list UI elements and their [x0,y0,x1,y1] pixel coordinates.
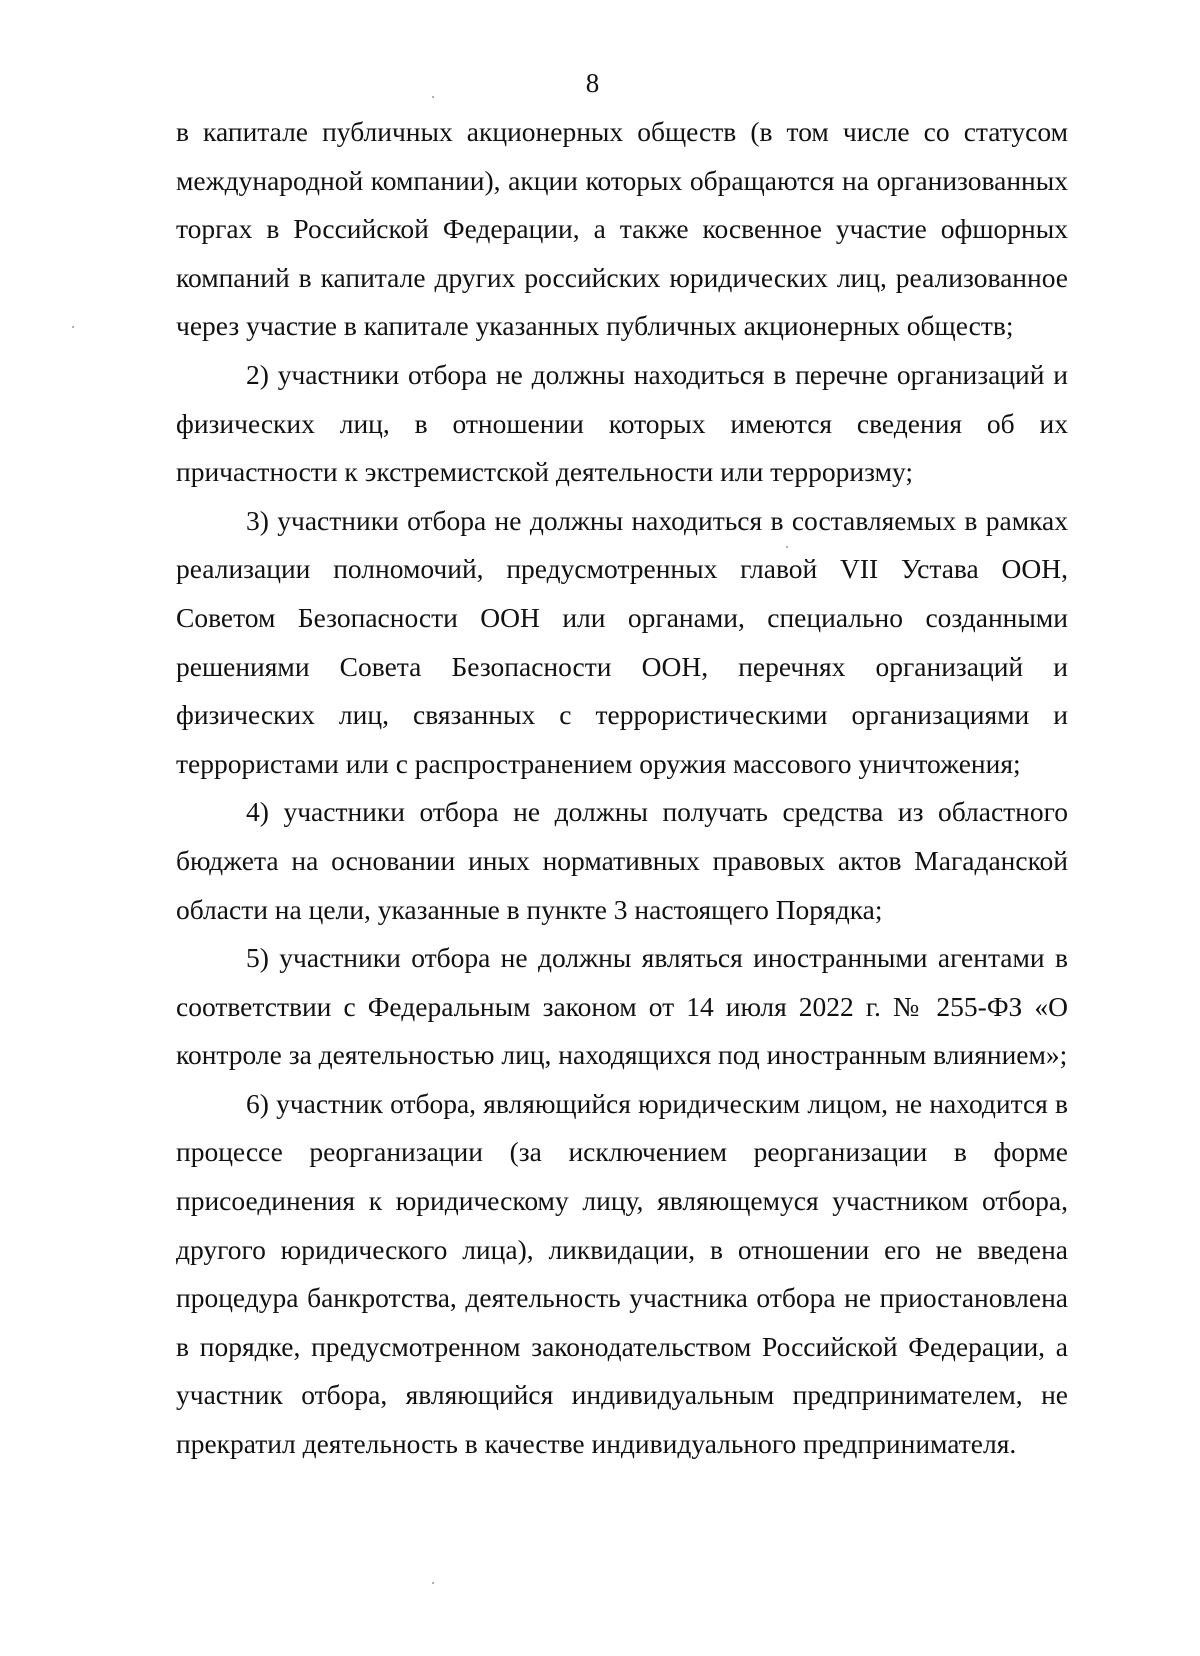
scan-speck [72,326,74,328]
scan-speck [786,546,788,548]
paragraph-item-2: 2) участники отбора не должны находиться в перечне организаций и физических лиц, в отношении которых имеются сведения об их причастности к экстремистской деятельности или терроризму; [176,358,1068,488]
document-body [176,108,1068,1469]
paragraph-1-continuation: в капитале публичных акционерных обществ (в том числе со статусом международной компании), акции которых обращаются на организованных торгах в Российской Федерации, а также косвенное участие офшорных компаний в капитале других российских юридических лиц, реализованное через участие в капитале указанных публичных акционерных обществ; [176,116,1068,342]
paragraph-item-4: 4) участники отбора не должны получать средства из областного бюджета на основании иных нормативных правовых актов Магаданской области на цели, указанные в пункте 3 настоящего Порядка; [176,796,1068,925]
paragraph-item-6: 6) участник отбора, являющийся юридическим лицом, не находится в процессе реорганизации (за исключением реорганизации в форме присоединения к юридическому лицу, являющемуся участником отбора, другого юридического лица), ликвидации, в отношении его не введена процедура банкротства, деятельность участника отбора не приостановлена в порядке, предусмотренном законодательством Российской Федерации, а участник отбора, являющийся индивидуальным предпринимателем, не прекратил деятельность в качестве индивидуального предпринимателя. [176,1087,1068,1460]
page-number: 8 [585,68,600,98]
scan-speck [432,1582,434,1584]
paragraph-item-5: 5) участники отбора не должны являться иностранными агентами в соответствии с Федеральным законом от 14 июля 2022 г. № 255-ФЗ «О контроле за деятельностью лиц, находящихся под иностранным влиянием»; [176,942,1068,1071]
paragraph-item-3: 3) участники отбора не должны находиться в составляемых в рамках реализации полномочий, предусмотренных главой VII Устава ООН, Советом Безопасности ООН или органами, специально созданными решениями Совета Безопасности ООН, перечнях организаций и физических лиц, связанных с террористическими организациями и террористами или с распространением оружия массового уничтожения; [176,504,1068,779]
scan-speck [432,96,434,98]
